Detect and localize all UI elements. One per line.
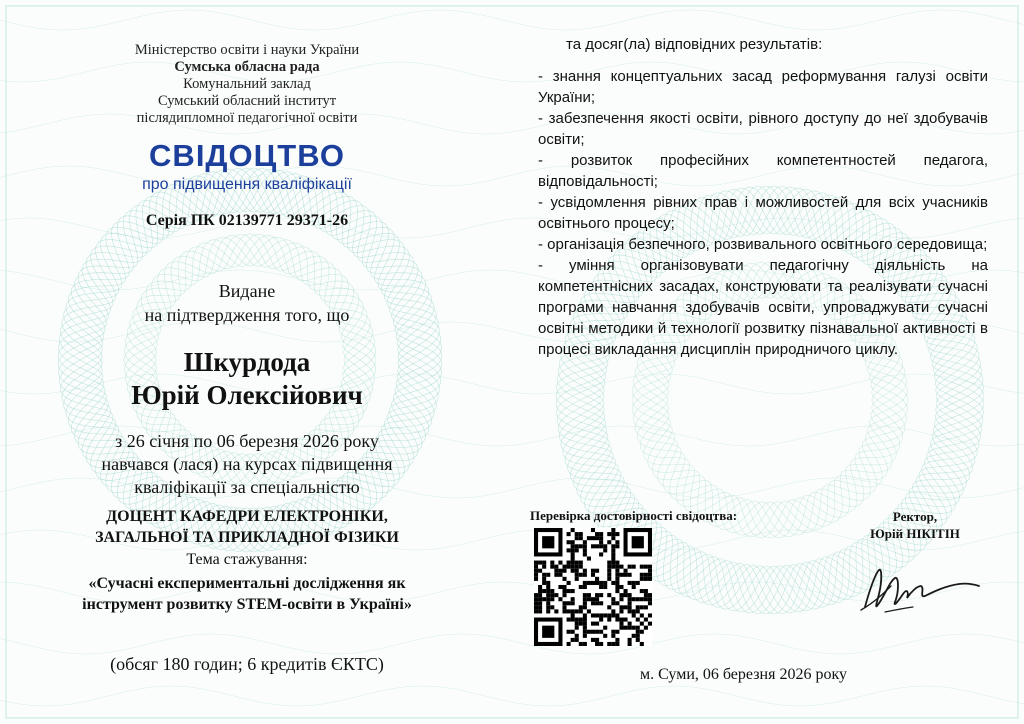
institution-header <box>48 42 446 127</box>
signatory <box>830 508 1000 542</box>
recipient-surname: Шкурдода <box>183 347 311 377</box>
establishment-type: Комунальний заклад <box>183 76 311 92</box>
course-studied-line2: кваліфікації за спеціальністю <box>134 477 360 497</box>
result-item: - знання концептуальних засад реформування галузі освіти України; <box>538 68 988 106</box>
internship-topic <box>40 573 454 615</box>
result-item: - усвідомлення рівних прав і можливостей для всіх учасників освітнього процесу; <box>538 194 988 232</box>
issued-line2: на підтвердження того, що <box>144 305 350 325</box>
specialty <box>48 506 446 548</box>
recipient-given-names: Юрій Олексійович <box>131 380 363 410</box>
issued-line1: Видане <box>218 281 276 301</box>
certificate-subtitle: про підвищення кваліфікації <box>142 176 352 193</box>
course-info <box>48 430 446 499</box>
specialty-line1: ДОЦЕНТ КАФЕДРИ ЕЛЕКТРОНІКИ, <box>106 508 388 525</box>
verification-label: Перевірка достовірності свідоцтва: <box>530 508 738 523</box>
issued-statement <box>48 279 446 327</box>
qr-code-icon[interactable] <box>534 528 652 646</box>
topic-line2: інструмент розвитку STEM-освіти в Україні» <box>82 596 412 613</box>
certificate-title: СВІДОЦТВО <box>149 138 345 173</box>
result-item: - розвиток професійних компетентностей педагога, відповідальності; <box>538 152 988 190</box>
results-intro: та досяг(ла) відповідних результатів: <box>566 36 823 53</box>
signatory-name: Юрій НІКІТІН <box>870 526 960 541</box>
course-volume: (обсяг 180 годин; 6 кредитів ЄКТС) <box>110 654 384 674</box>
signatory-position: Ректор, <box>892 509 938 524</box>
certificate-series: Серія ПК 02139771 29371-26 <box>145 212 349 229</box>
results-list <box>538 66 988 360</box>
recipient-name <box>48 346 446 412</box>
council-name: Сумська обласна рада <box>174 59 320 75</box>
institute-name-line1: Сумський обласний інститут <box>157 93 337 109</box>
signature-icon <box>855 552 985 622</box>
topic-line1: «Сучасні експериментальні дослідження як <box>88 575 406 592</box>
place-and-date: м. Суми, 06 березня 2026 року <box>640 666 847 683</box>
course-period: з 26 січня по 06 березня 2026 року <box>115 431 379 451</box>
topic-label: Тема стажування: <box>186 551 308 568</box>
result-item: - організація безпечного, розвивального освітнього середовища; <box>538 236 988 253</box>
specialty-line2: ЗАГАЛЬНОЇ ТА ПРИКЛАДНОЇ ФІЗИКИ <box>95 529 399 546</box>
result-item: - уміння організовувати педагогічну діяльність на компетентнісних засадах, конструювати та реалізувати сучасні програми навчання здобувачів освіти, упроваджувати сучасні освітні методики й технології розвитку пізнавальної активності в процесі викладання дисциплін природничого циклу. <box>538 257 988 358</box>
ministry-name: Міністерство освіти і науки України <box>134 42 360 58</box>
course-studied-line1: навчався (лася) на курсах підвищення <box>101 454 393 474</box>
result-item: - забезпечення якості освіти, рівного доступу до неї здобувачів освіти; <box>538 110 988 148</box>
institute-name-line2: післядипломної педагогічної освіти <box>136 110 358 126</box>
